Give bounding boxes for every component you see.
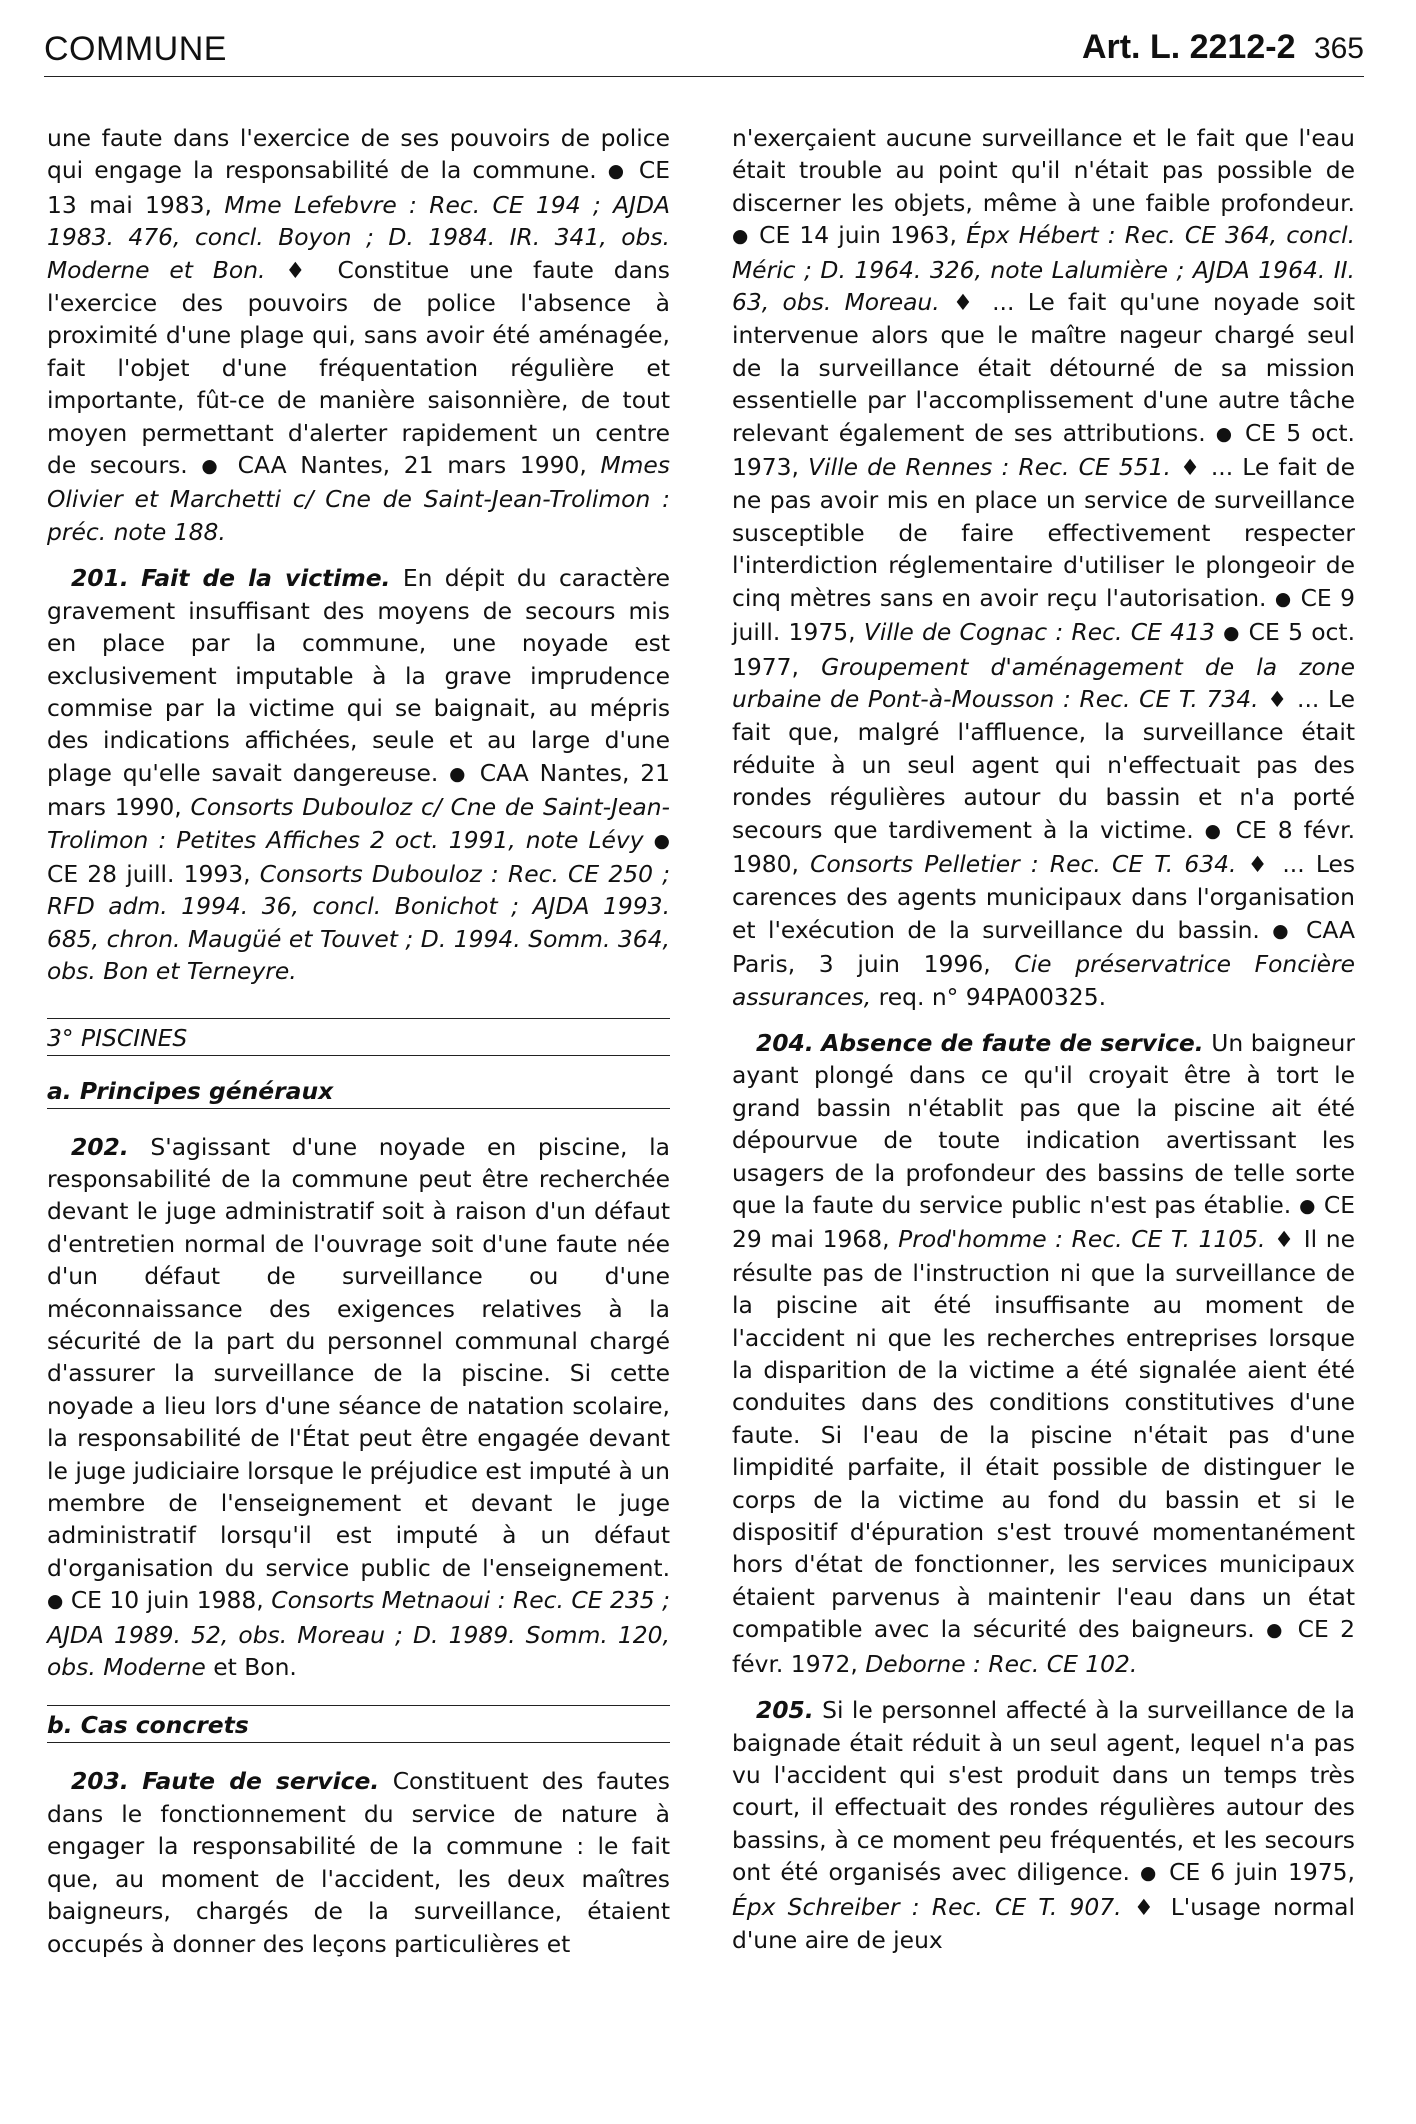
- bullet-icon: ●: [1204, 820, 1225, 842]
- citation-reference: Cie préservatrice Foncière assurances,: [732, 950, 1356, 1011]
- citation: CE 10 juin 1988,: [70, 1586, 264, 1615]
- bullet-icon: ●: [653, 830, 670, 852]
- paragraph-number: 204.: [756, 1028, 814, 1057]
- diamond-icon: ♦: [953, 290, 979, 317]
- text: ... Les carences des agents municipaux dans l'organisation et l'exécution de la surveillance du bassin.: [732, 849, 1356, 944]
- text: n'exerçaient aucune surveillance et le fait que l'eau était trouble au point qu'il n'était pas possible de discerner les objets, même à une faible profondeur.: [732, 124, 1355, 217]
- paragraph-203-continued: [732, 122, 1355, 1013]
- text: une faute dans l'exercice de ses pouvoirs de police qui engage la responsabilité de la commune.: [47, 124, 670, 185]
- paragraph-204: [732, 1027, 1355, 1680]
- paragraph-202: [47, 1131, 670, 1684]
- citation: CE 8 févr. 1980,: [732, 815, 1356, 878]
- citation-reference: Prod'homme : Rec. CE T. 1105.: [898, 1225, 1266, 1254]
- citation-reference: Épx Hébert : Rec. CE 364, concl. Méric ; D. 1964. 326, note Lalumière ; AJDA 1964. II. 63, obs. Moreau.: [732, 221, 1356, 317]
- citation: CE 29 mai 1968,: [732, 1191, 1356, 1254]
- citation-reference: Épx Schreiber : Rec. CE T. 907.: [732, 1892, 1122, 1921]
- citation: CE 13 mai 1983,: [47, 156, 670, 219]
- bullet-icon: ●: [1274, 588, 1293, 610]
- citation: CE 28 juill. 1993,: [47, 859, 251, 888]
- bullet-icon: ●: [449, 763, 469, 785]
- paragraph-203: [47, 1765, 670, 1959]
- diamond-icon: ♦: [1247, 851, 1272, 878]
- paragraph-title: Faute de service.: [142, 1767, 380, 1796]
- text: Il ne résulte pas de l'instruction ni que la surveillance de la piscine ait été insuffisante au moment de l'accident ni que les recherches entreprises lorsque la disparition de la victime a été signalée aient été conduites dans des conditions constitutives d'une faute. Si l'eau de la piscine n'était pas d'une limpidité parfaite, il était possible de distinguer le corps de la victime au fond du bassin et si le dispositif d'épuration s'est trouvé momentanément hors d'état de fonctionner, les services municipaux étaient parvenus à maintenir l'eau dans un état compatible avec la sécurité des baigneurs.: [732, 1225, 1355, 1644]
- bullet-icon: ●: [1299, 1196, 1316, 1217]
- text: S'agissant d'une noyade en piscine, la responsabilité de la commune peut être recherchée devant le juge administratif soit à raison d'un défaut d'entretien normal de l'ouvrage soit d'une faute née d'un défaut de surveillance ou d'une méconnaissance des exigences relatives à la sécurité de la part du personnel communal chargé d'assurer la surveillance de la piscine. Si cette noyade a lieu lors d'une séance de natation scolaire, la responsabilité de l'État peut être engagée devant le juge judiciaire lorsque le préjudice est imputé à un membre de l'enseignement et devant le juge administratif lorsqu'il est imputé à un défaut d'organisation du service public de l'enseignement.: [47, 1132, 671, 1582]
- citation: CAA Nantes, 21 mars 1990,: [237, 451, 587, 480]
- bullet-icon: ●: [607, 161, 628, 183]
- running-head-right: [1082, 28, 1364, 67]
- bullet-icon: ●: [732, 226, 750, 248]
- diamond-icon: ♦: [285, 257, 318, 284]
- subsection-heading: b. Cas concrets: [47, 1705, 670, 1743]
- citation: CAA Nantes, 21 mars 1990,: [47, 758, 671, 822]
- text: L'usage normal d'une aire de jeux: [732, 1892, 1355, 1954]
- bullet-icon: ●: [1272, 920, 1294, 942]
- paragraph-title: Fait de la victime.: [141, 564, 391, 593]
- text: En dépit du caractère gravement insuffisant des moyens de secours mis en place par la commune, une noyade est exclusivement imputable à la grave imprudence commise par la victime qui se baignait, au mépris des indications affichées, seule et au large d'une plage qu'elle savait dangereuse.: [47, 564, 671, 787]
- section-heading: 3° PISCINES: [47, 1018, 670, 1056]
- bullet-icon: ●: [1266, 1620, 1287, 1642]
- diamond-icon: ♦: [1133, 1894, 1159, 1921]
- article-reference: Art. L. 2212-2: [1081, 28, 1296, 66]
- bullet-icon: ●: [1223, 623, 1241, 645]
- text: Constitue une faute dans l'exercice des pouvoirs de police l'absence à proximité d'une plage qui, sans avoir été aménagée, fait l'objet d'une fréquentation régulière et importante, fût-ce de manière saisonnière, de tout moyen permettant d'alerter rapidement un centre de secours.: [47, 255, 670, 480]
- citation-reference: Mme Lefebvre : Rec. CE 194 ; AJDA 1983. 476, concl. Boyon ; D. 1984. IR. 341, obs. Moderne et Bon.: [47, 190, 670, 284]
- paragraph-205: [732, 1694, 1355, 1956]
- citation-reference: Consorts Pelletier : Rec. CE T. 634.: [810, 849, 1237, 878]
- page-number: 365: [1313, 32, 1364, 65]
- paragraph-title: Absence de faute de service.: [821, 1028, 1204, 1057]
- text: Constituent des fautes dans le fonctionnement du service de nature à engager la responsabilité de la commune : le fait que, au moment de l'accident, les deux maîtres baigneurs, chargés de la surveillance, étaient occupés à donner des leçons particulières et: [47, 1767, 670, 1958]
- right-column: [732, 122, 1355, 1970]
- citation-reference: Mmes Olivier et Marchetti c/ Cne de Saint-Jean-Trolimon : préc. note 188.: [47, 451, 670, 546]
- citation: CE 14 juin 1963,: [759, 221, 957, 250]
- citation-reference: Consorts Metnaoui : Rec. CE 235 ; AJDA 1989. 52, obs. Moreau ; D. 1989. Somm. 120, obs. Moderne: [47, 1586, 671, 1682]
- bullet-icon: ●: [1140, 1863, 1160, 1885]
- citation: CE 5 oct. 1973,: [732, 418, 1355, 482]
- request-number: req. n° 94PA00325.: [878, 982, 1107, 1011]
- citation-reference: Consorts Dubouloz c/ Cne de Saint-Jean-Trolimon : Petites Affiches 2 oct. 1991, note Lévy: [47, 793, 670, 854]
- bullet-icon: ●: [1215, 423, 1235, 445]
- citation: CE 6 juin 1975,: [1169, 1858, 1355, 1887]
- running-head-section: COMMUNE: [44, 30, 227, 68]
- left-column: [47, 122, 670, 1974]
- bullet-icon: ●: [201, 456, 224, 478]
- citation-reference: Groupement d'aménagement de la zone urbaine de Pont-à-Mousson : Rec. CE T. 734.: [732, 652, 1355, 713]
- paragraph-201: [47, 562, 670, 987]
- paragraph-continuation: [47, 122, 670, 548]
- citation: CE 2 févr. 1972,: [732, 1615, 1356, 1678]
- text: et Bon.: [213, 1653, 297, 1682]
- citation-reference: Deborne : Rec. CE 102.: [865, 1649, 1138, 1678]
- subsection-heading: a. Principes généraux: [47, 1072, 670, 1109]
- citation-reference: Ville de Rennes : Rec. CE 551.: [808, 453, 1171, 482]
- citation-reference: Consorts Dubouloz : Rec. CE 250 ; RFD adm. 1994. 36, concl. Bonichot ; AJDA 1993. 685, chron. Maugüé et Touvet ; D. 1994. Somm. 364, obs. Bon et Terneyre.: [47, 859, 671, 986]
- text: ... Le fait que, malgré l'affluence, la surveillance était réduite à un seul agent qui n'effectuait pas des rondes régulières autour du bassin et n'a porté secours que tardivement à la victime.: [732, 684, 1355, 844]
- paragraph-number: 201.: [71, 564, 129, 593]
- citation: CE 5 oct. 1977,: [732, 618, 1356, 681]
- text: Un baigneur ayant plongé dans ce qu'il croyait être à tort le grand bassin n'établit pas que la piscine ait été dépourvue de toute indication avertissant les usagers de la profondeur des bassins de telle sorte que la faute du service public n'est pas établie.: [732, 1028, 1355, 1219]
- diamond-icon: ♦: [1267, 686, 1289, 713]
- diamond-icon: ♦: [1180, 455, 1202, 482]
- bullet-icon: ●: [47, 1591, 64, 1613]
- page-header: [44, 26, 1364, 77]
- citation-reference: Ville de Cognac : Rec. CE 413: [863, 618, 1215, 647]
- text: ... Le fait de ne pas avoir mis en place un service de surveillance susceptible de faire effectivement respecter l'interdiction réglementaire d'utiliser le plongeoir de cinq mètres sans en avoir reçu l'autorisation.: [732, 453, 1356, 612]
- diamond-icon: ♦: [1274, 1227, 1296, 1254]
- paragraph-number: 205.: [756, 1696, 814, 1725]
- paragraph-number: 202.: [71, 1132, 129, 1161]
- paragraph-number: 203.: [71, 1767, 129, 1796]
- text: ... Le fait qu'une noyade soit intervenue alors que le maître nageur chargé seul de la surveillance était détourné de sa mission essentielle par l'accomplissement d'une autre tâche relevant également de ses attributions.: [732, 288, 1356, 447]
- citation: CE 9 juill. 1975,: [732, 583, 1355, 647]
- citation: CAA Paris, 3 juin 1996,: [732, 915, 1355, 979]
- text: Si le personnel affecté à la surveillance de la baignade était réduit à un seul agent, lequel n'a pas vu l'accident qui s'est produit dans un temps très court, il effectuait des rondes régulières autour des bassins, à ce moment peu fréquentés, et les secours ont été organisés avec diligence.: [732, 1696, 1356, 1887]
